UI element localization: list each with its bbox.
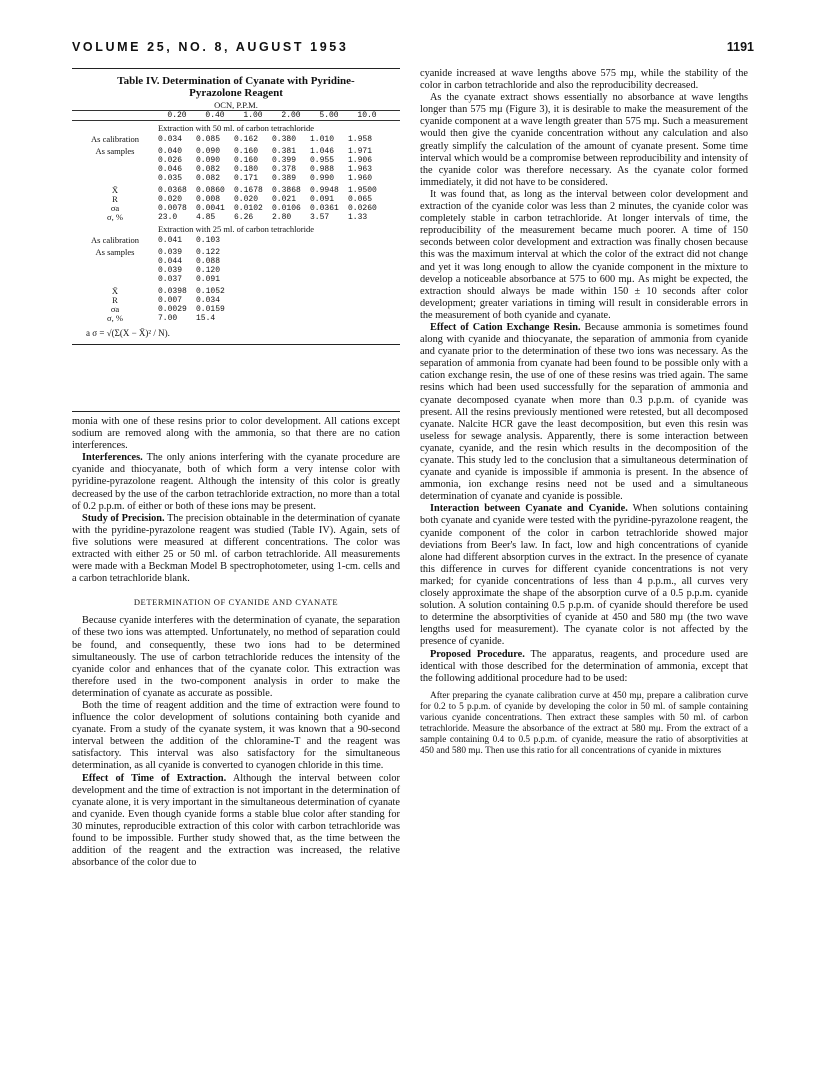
- table-cell: 0.0102: [234, 204, 263, 213]
- table-cell: 0.9948: [310, 186, 339, 195]
- table-cell: 0.120: [196, 266, 221, 275]
- row-label: As samples: [95, 247, 135, 257]
- left-p4: Because cyanide interferes with the determination of cyanate, the separation of these two ions was attempted. Unfortunately, no method of separation could be found, and consequently, these two ions had to be determined simultaneously. The use of carbon tetrachloride reduces the intensity of the cyanide color and enhances that of the cyanate color. This extraction was therefore used in the two-component analysis in order to make the determination of cyanate as accurate as possible.: [72, 615, 400, 699]
- conc-header-cell: 10.0: [357, 111, 377, 120]
- table-cell: 0.065: [348, 195, 373, 204]
- table-cell: 0.0029: [158, 305, 187, 314]
- table-cell: 15.4: [196, 314, 216, 323]
- table-cell: 0.0398: [158, 287, 187, 296]
- right-p2: As the cyanate extract shows essentially no absorbance at wave lengths longer than 575 mμ (Figure 3), it is desirable to make the measurement of the cyanide component at a wave length greater than 575 mμ. Such a measurement would then give the cyanide concentration without any calculation and also greatly simplify the calculation of the amount of cyanate present. Some time interval which would be a compromise between reproducibility and intensity of the cyanide color was therefore necessary. As the cyanate color formed immediately, it did not have to be considered.: [420, 92, 748, 188]
- table-cell: 0.039: [158, 266, 183, 275]
- row-label: [72, 266, 158, 275]
- table-cell: 0.162: [234, 135, 259, 144]
- row-label: [72, 156, 158, 165]
- table-cell: 1.960: [348, 174, 373, 183]
- table-cell: 0.034: [196, 296, 221, 305]
- table-cell: 0.039: [158, 248, 183, 257]
- table-cell: 0.091: [310, 195, 335, 204]
- conc-header-cell: 0.20: [167, 111, 187, 120]
- right-p4: Effect of Cation Exchange Resin. Because ammonia is sometimes found along with cyanide and thiocyanate, the separation of ammonia from cyanide and cyanate prior to the determination of these two ions was necessary. As the separation of ammonia from cyanate had been found to be possible only with a cation exchange resin, the use of one of these resins was tried again. The same resins which had been used successfully for the separation of ammonia and cyanate decomposed cyanate when more than 0.3 p.p.m. of cyanide was present. All the resins previously mentioned were retested, but all decomposed cyanate. Nalcite HCR gave the least decomposition, but even this resin was useless for sewage analysis. Apparently, there is some interaction between cyanate, cyanide, and the resin which results in the decomposition of the cyanate. This study led to the conclusion that a simultaneous determination of cyanate and cyanide is impossible if ammonia is present. In the absence of ammonia, ion exchange resins need not be used and a simultaneous determination of cyanate and cyanide is possible.: [420, 321, 748, 503]
- table-cell: 0.082: [196, 174, 221, 183]
- table-title: [72, 75, 400, 99]
- table-cell: 0.037: [158, 275, 183, 284]
- table-row: [72, 266, 400, 275]
- table-cell: 0.0159: [196, 305, 225, 314]
- table-cell: 4.85: [196, 213, 216, 222]
- table-cell: 0.026: [158, 156, 183, 165]
- table-cell: 0.091: [196, 275, 221, 284]
- conc-header-cell: 5.00: [319, 111, 339, 120]
- table-cell: 2.80: [272, 213, 292, 222]
- table-cell: 0.082: [196, 165, 221, 174]
- table-row: [72, 236, 400, 245]
- right-p5: Interaction between Cyanate and Cyanide. When solutions containing both cyanate and cyanide were tested with the pyridine-pyrazolone reagent, the cyanide component of the color in carbon tetrachloride showed major deviations from Beer's law. In fact, low and high concentrations of cyanide alone had different absorption curves in the extract. In the presence of cyanate this difference in curves for different cyanide concentrations is not very marked; for cyanide concentrations of less than 4 p.p.m., all curves very closely approximate the shape of the absorption curve of a 0.5 p.p.m. cyanide solution. A solution containing 0.5 p.p.m. of cyanide should therefore be used to determine the absorptivities of cyanide at 450 and 580 mμ (the two wave lengths used for measurement). The cyanate color is not affected by the presence of cyanide.: [420, 503, 749, 648]
- left-column: [72, 68, 400, 869]
- table-cell: 0.0260: [348, 204, 377, 213]
- row-label: [72, 165, 158, 174]
- left-p1: monia with one of these resins prior to color development. All cations except sodium are removed along with the ammonia, so that there are no cation interferences.: [72, 416, 400, 452]
- table-cell: 0.1052: [196, 287, 225, 296]
- table-cell: 0.0368: [158, 186, 187, 195]
- table-cell: 0.122: [196, 248, 221, 257]
- rows1: [72, 135, 400, 222]
- table-top-rule: [72, 68, 400, 69]
- table-row: [72, 174, 400, 183]
- table-cell: 1.046: [310, 147, 335, 156]
- table-cell: 0.3868: [272, 186, 301, 195]
- rows2: [72, 236, 400, 323]
- table-cell: 0.090: [196, 156, 221, 165]
- table-cell: 0.160: [234, 147, 259, 156]
- conc-header-cell: 2.00: [281, 111, 301, 120]
- table-cell: 0.020: [234, 195, 259, 204]
- right-p3: It was found that, as long as the interval between color development and extraction of the cyanide color was less than 2 minutes, the cyanide color was completely stable in carbon tetrachloride. At longer intervals of time, the reproducibility of the measurement became much poorer. A time of 150 seconds between color development and extraction was finally chosen because this was the maximum interval at which the color of the extract did not change and yet it was long enough to allow the cyanide component in the mixture to develop a noticeable absorbance at 575 to 600 mμ. As might be expected, the extraction should always be made within 150 ± 10 seconds after color development; greater variations in timing will result in considerable errors in the measurement of both cyanide and cyanate.: [420, 188, 748, 321]
- table-row: [72, 296, 400, 305]
- table-cell: 0.008: [196, 195, 221, 204]
- row-label: σa: [110, 203, 120, 213]
- running-header: [72, 40, 754, 56]
- right-column: [420, 68, 748, 757]
- left-p5: Both the time of reagent addition and the time of extraction were found to influence the color development of solutions containing both cyanide and cyanate. From a study of the cyanate system, it was known that a 90-second interval between the addition of the chloramine-T and the reagent was satisfactory. This interval was also satisfactory for the simultaneous determination, as all cyanide is converted to cyanogen chloride in this time.: [72, 699, 400, 772]
- table-row: [72, 165, 400, 174]
- table-cell: 0.381: [272, 147, 297, 156]
- table-row: [72, 156, 400, 165]
- table-row: [72, 257, 400, 266]
- table-cell: 0.0860: [196, 186, 225, 195]
- table-cell: 0.088: [196, 257, 221, 266]
- row-label: As samples: [95, 146, 135, 156]
- journal-title: VOLUME 25, NO. 8, AUGUST 1953: [72, 40, 349, 54]
- table-cell: 0.0078: [158, 204, 187, 213]
- left-p2: Interferences. The only anions interfering with the cyanate procedure are cyanide and thiocyanate, both of which form a very intense color with pyridine-pyrazolone reagent. Although the intensity of this color is greatly decreased by the use of the carbon tetrachloride extraction, no more than a total of 0.2 p.p.m. of either or both of these ions may be present.: [72, 452, 400, 512]
- conc-header-row: [72, 110, 400, 121]
- table-row: [72, 135, 400, 144]
- column-rule: [72, 411, 400, 412]
- table-cell: 0.0361: [310, 204, 339, 213]
- row-label: R: [112, 194, 118, 204]
- table-cell: 1.958: [348, 135, 373, 144]
- table-cell: 0.990: [310, 174, 335, 183]
- table-row: [72, 248, 400, 257]
- table-cell: 0.046: [158, 165, 183, 174]
- table-cell: 0.020: [158, 195, 183, 204]
- row-label: X̄: [111, 286, 119, 296]
- table-cell: 0.035: [158, 174, 183, 183]
- table-cell: 0.988: [310, 165, 335, 174]
- table-cell: 6.26: [234, 213, 254, 222]
- conc-header-cell: 1.00: [243, 111, 263, 120]
- table-cell: 1.906: [348, 156, 373, 165]
- table-cell: 1.33: [348, 213, 368, 222]
- table-cell: 0.399: [272, 156, 297, 165]
- table-cell: 0.0041: [196, 204, 225, 213]
- table-row: [72, 287, 400, 296]
- left-p6: Effect of Time of Extraction. Although the interval between color development and the time of extraction is not important in the determination of cyanate alone, it is very important in the simultaneous determination of cyanate and cyanide. Even though cyanide forms a stable blue color after standing for 30 minutes, reproducible extraction of this color with carbon tetrachloride was found to be impossible. Further study showed that, as the time between the addition of the reagent and the extraction was increased, the relative absorbance of the color due to: [72, 772, 400, 869]
- row-label: [72, 174, 158, 183]
- ocn-label: OCN, P.P.M.: [214, 100, 258, 110]
- table-row: [72, 213, 400, 222]
- table-cell: 0.085: [196, 135, 221, 144]
- table-cell: 0.378: [272, 165, 297, 174]
- table-row: [72, 195, 400, 204]
- table-cell: 0.090: [196, 147, 221, 156]
- section-heading: DETERMINATION OF CYANIDE AND CYANATE: [133, 597, 339, 608]
- row-label: X̄: [111, 185, 119, 195]
- row-label: σ, %: [107, 313, 123, 323]
- table-cell: 0.041: [158, 236, 183, 245]
- row-label: As calibration: [91, 134, 139, 144]
- table-cell: 0.0106: [272, 204, 301, 213]
- table-cell: 1.963: [348, 165, 373, 174]
- table-cell: 0.021: [272, 195, 297, 204]
- table-cell: 0.1678: [234, 186, 263, 195]
- right-p6: Proposed Procedure. The apparatus, reagents, and procedure used are identical with those described for the determination of ammonia, except that the following additional procedure had to be used:: [420, 648, 748, 684]
- table-cell: 0.955: [310, 156, 335, 165]
- row-label: σ, %: [107, 212, 123, 222]
- row-label: [72, 275, 158, 284]
- table-cell: 1.010: [310, 135, 335, 144]
- table-title-line2: Pyrazolone Reagent: [189, 87, 283, 99]
- table-cell: 0.007: [158, 296, 183, 305]
- section1-label: Extraction with 50 ml. of carbon tetrachloride: [157, 123, 315, 133]
- table-row: [72, 275, 400, 284]
- table-row: [72, 186, 400, 195]
- conc-header-cell: 0.40: [205, 111, 225, 120]
- table-cell: 0.389: [272, 174, 297, 183]
- table-cell: 1.971: [348, 147, 373, 156]
- table-cell: 23.0: [158, 213, 178, 222]
- row-label: [72, 257, 158, 266]
- row-label: R: [112, 295, 118, 305]
- right-p1: cyanide increased at wave lengths above 575 mμ, while the stability of the color in carbon tetrachloride and also the reproducibility decreased.: [420, 68, 748, 92]
- table-cell: 0.103: [196, 236, 221, 245]
- table-cell: 1.9500: [348, 186, 377, 195]
- table-cell: 0.044: [158, 257, 183, 266]
- right-p7: After preparing the cyanate calibration curve at 450 mμ, prepare a calibration curve for 0.2 to 5 p.p.m. of cyanide by developing the color in 50 ml. of sample containing various cyanide concentrations. Then extract these samples with 50 ml. of carbon tetrachloride. Measure the absorbance of the extract at 580 mμ. From the extract of a sample containing 0.4 to 0.5 p.p.m. of cyanide, measure the ratio of absorptivities at 450 and 580 mμ. Then use this ratio for all concentrations of cyanide in mixtures: [420, 690, 748, 756]
- table-cell: 0.380: [272, 135, 297, 144]
- table-cell: 3.57: [310, 213, 330, 222]
- table-cell: 0.180: [234, 165, 259, 174]
- row-label: σa: [110, 304, 120, 314]
- row-label: As calibration: [91, 235, 139, 245]
- table-cell: 7.00: [158, 314, 178, 323]
- table-cell: 0.034: [158, 135, 183, 144]
- table-cell: 0.040: [158, 147, 183, 156]
- table-iv: [72, 101, 400, 338]
- table-cell: 0.160: [234, 156, 259, 165]
- table-title-line1: Table IV. Determination of Cyanate with Pyridine-: [117, 75, 355, 87]
- table-cell: 0.171: [234, 174, 259, 183]
- left-p3: Study of Precision. The precision obtainable in the determination of cyanate with the pyridine-pyrazolone reagent was studied (Table IV). Again, sets of five solutions were measured at different concentrations. The color was extracted with either 25 or 50 ml. of carbon tetrachloride. All measurements were made with a Beckman Model B spectrophotometer, using 1-cm. cells and a carbon tetrachloride blank.: [72, 512, 400, 585]
- page-number: 1191: [726, 40, 754, 54]
- section2-label: Extraction with 25 ml. of carbon tetrachloride: [157, 224, 315, 234]
- table-row: [72, 147, 400, 156]
- table-footnote: a σ = √(Σ(X − X̄)² / N).: [86, 328, 170, 338]
- table-row: [72, 314, 400, 323]
